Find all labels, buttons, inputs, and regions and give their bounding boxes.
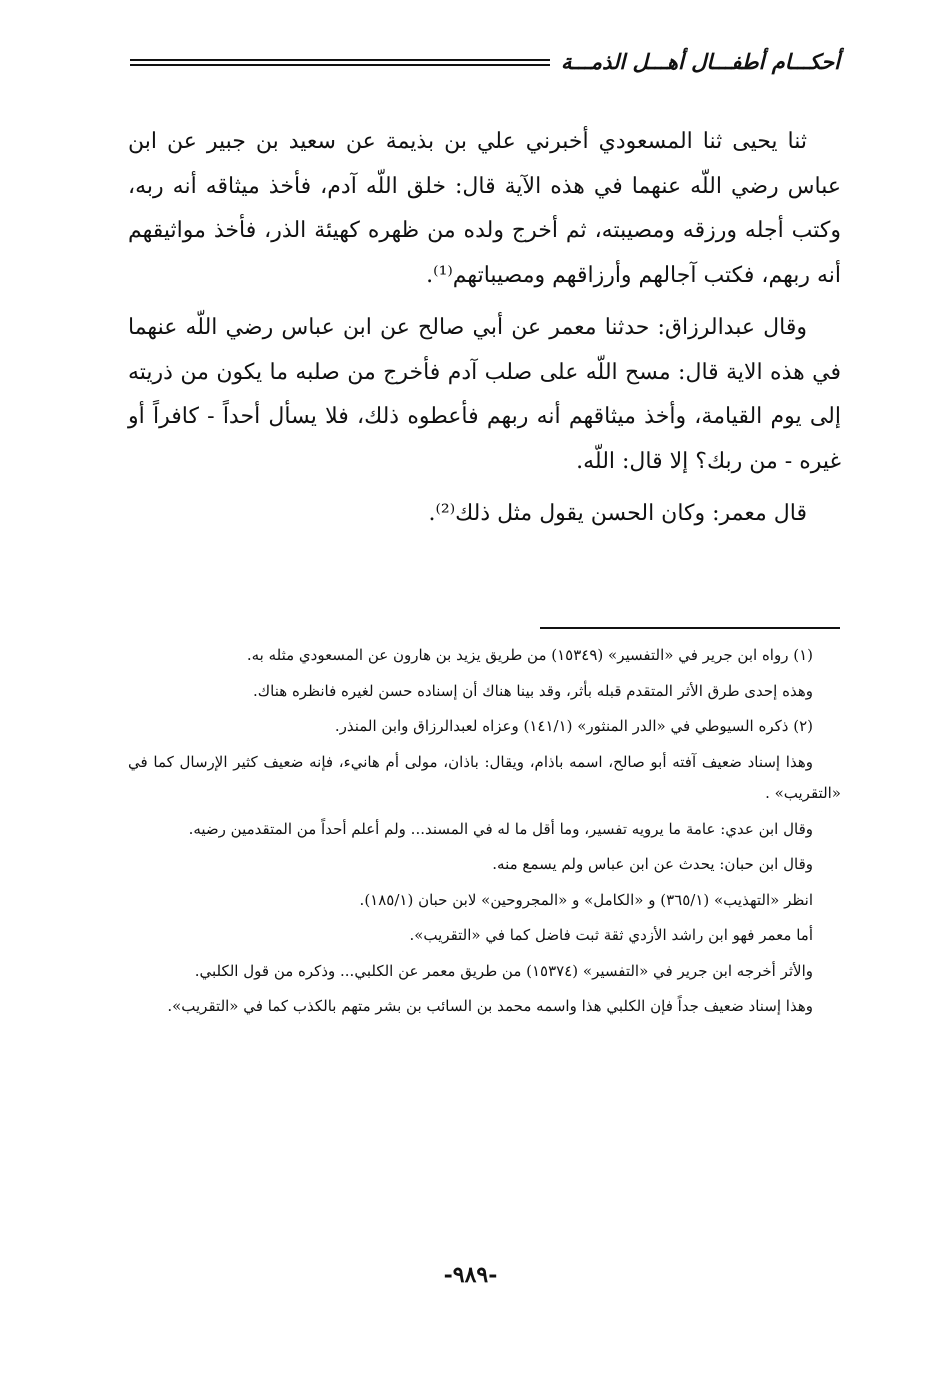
footnote-line: وهذا إسناد ضعيف جداً فإن الكلبي هذا واسمه محمد بن السائب بن بشر متهم بالكذب كما في «التقريب». [167,997,813,1015]
footnote-line: انظر «التهذيب» (٣٦٥/١) و «الكامل» و «المجروحين» لابن حبان (١٨٥/١). [359,890,813,909]
footnote-line: وقال ابن حبان: يحدث عن ابن عباس ولم يسمع منه. [492,855,813,873]
header-title: أحكـــام أطفـــال أهـــل الذمـــة [561,50,840,74]
footnote-line: (٢) ذكره السيوطي في «الدر المنثور» (١٤١/١) وعزاه لعبدالرزاق وابن المنذر. [334,717,813,735]
footnote-line: وقال ابن عدي: عامة ما يرويه تفسير، وما أقل ما له في المسند... ولم أعلم أحداً من المتقدمين رضيه. [188,819,813,838]
main-paragraph: قال معمر: وكان الحسن يقول مثل ذلك⁽²⁾. [428,501,807,526]
page-number: -٩٨٩- [443,1262,498,1288]
main-paragraph: ثنا يحيى ثنا المسعودي أخبرني علي بن بذيمة عن سعيد بن جبير عن ابن عباس رضي اللّه عنهما في هذه الآية قال: خلق اللّه آدم، فأخذ ميثاقه أنه ربه، وكتب أجله ورزقه ومصيبته، ثم أخرج ولده من ظهره كهيئة الذر، فأخذ مواثيقهم أنه ربهم، فكتب آجالهم وأرزاقهم ومصيباتهم⁽¹⁾. [128,129,841,288]
main-text [128,120,841,545]
footnote-line: والأثر أخرجه ابن جرير في «التفسير» (١٥٣٧٤) من طريق معمر عن الكلبي... وذكره من قول الكلبي. [194,961,813,980]
running-header [130,48,840,84]
main-paragraph: وقال عبدالرزاق: حدثنا معمر عن أبي صالح عن ابن عباس رضي اللّه عنهما في هذه الاية قال: مسح اللّه على صلب آدم فأخرج من صلبه ما يكون من ذريته إلى يوم القيامة، وأخذ ميثاقهم أنه ربهم فأعطوه ذلك، فلا يسأل أحداً - كافراً أو غيره - من ربك؟ إلا قال: اللّه. [128,315,841,474]
footnote-line: وهذا إسناد ضعيف آفته أبو صالح، اسمه باذام، ويقال: باذان، مولى أم هانيء، فإنه ضعيف كثير الإرسال كما في «التقريب» . [128,752,841,802]
footnote-separator [540,627,840,629]
footnote-line: أما معمر فهو ابن راشد الأزدي ثقة ثبت فاضل كما في «التقريب». [409,926,813,944]
footnotes [128,640,841,1027]
footnote-line: وهذه إحدى طرق الأثر المتقدم قبله بأثر، وقد بينا هناك أن إسناده حسن لغيره فانظره هناك. [253,681,813,700]
header-double-rule [130,59,550,66]
footnote-line: (١) رواه ابن جرير في «التفسير» (١٥٣٤٩) من طريق يزيد بن هارون عن المسعودي مثله به. [246,646,813,664]
